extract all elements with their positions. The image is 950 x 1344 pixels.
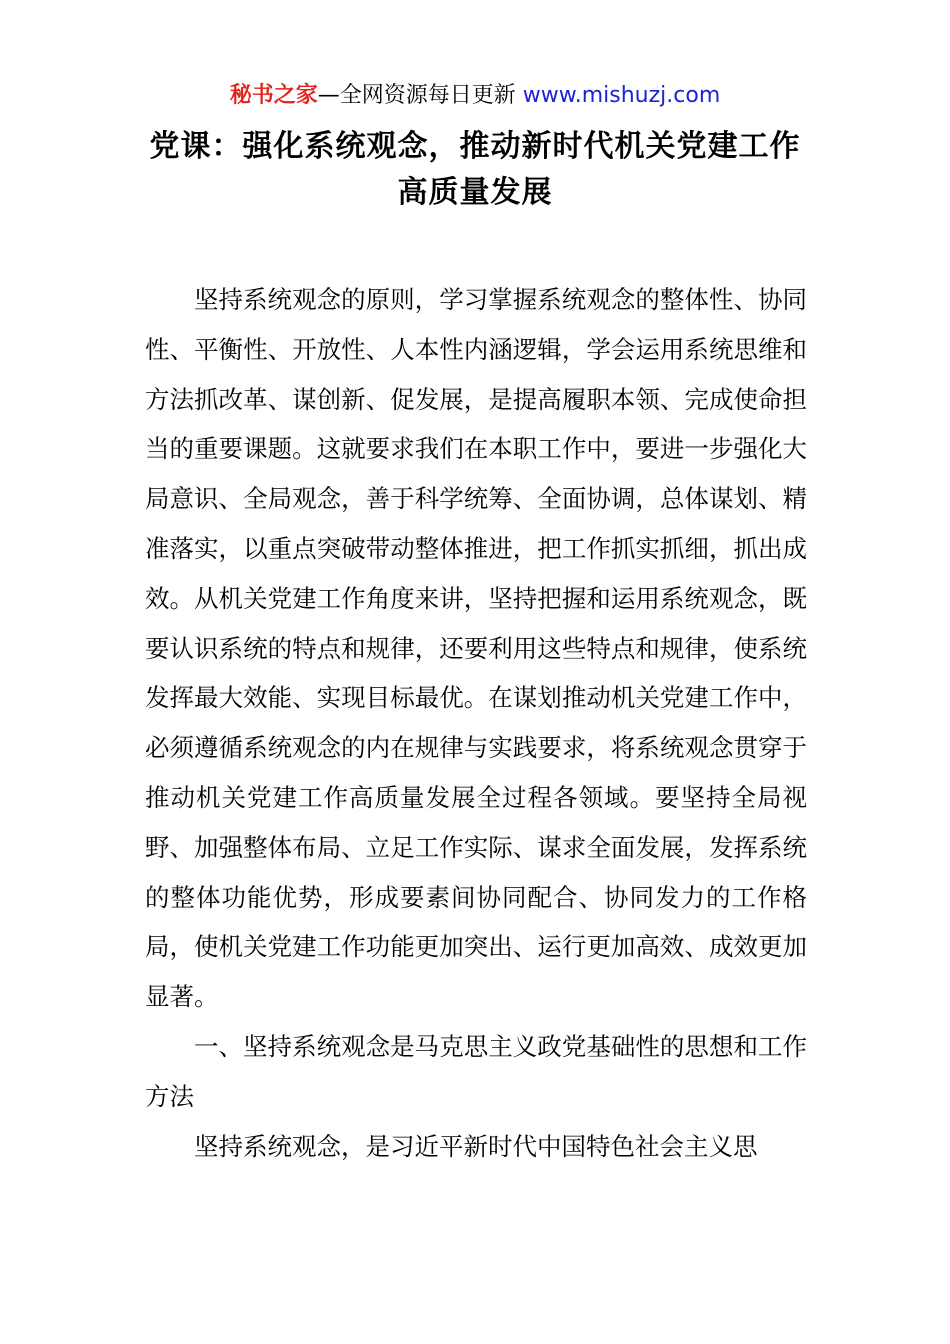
document-title: 党课：强化系统观念，推动新时代机关党建工作高质量发展 — [149, 129, 801, 210]
site-url-link[interactable]: www.mishuzj.com — [522, 83, 721, 108]
site-slogan: —全网资源每日更新 — [317, 83, 523, 108]
body-paragraph: 坚持系统观念，是习近平新时代中国特色社会主义思 — [194, 1131, 758, 1161]
document-body — [145, 275, 807, 1171]
site-name: 秘书之家 — [229, 83, 318, 108]
site-header — [0, 80, 950, 112]
section-heading: 一、坚持系统观念是马克思主义政党基础性的思想和工作方法 — [145, 1031, 807, 1111]
body-paragraph: 坚持系统观念的原则，学习掌握系统观念的整体性、协同性、平衡性、开放性、人本性内涵逻辑，学会运用系统思维和方法抓改革、谋创新、促发展，是提高履职本领、完成使命担当的重要课题。这就要求我们在本职工作中，要进一步强化大局意识、全局观念，善于科学统筹、全面协调，总体谋划、精准落实，以重点突破带动整体推进，把工作抓实抓细，抓出成效。从机关党建工作角度来讲，坚持把握和运用系统观念，既要认识系统的特点和规律，还要利用这些特点和规律，使系统发挥最大效能、实现目标最优。在谋划推动机关党建工作中，必须遵循系统观念的内在规律与实践要求，将系统观念贯穿于推动机关党建工作高质量发展全过程各领域。要坚持全局视野、加强整体布局、立足工作实际、谋求全面发展，发挥系统的整体功能优势，形成要素间协同配合、协同发力的工作格局，使机关党建工作功能更加突出、运行更加高效、成效更加显著。 — [145, 285, 807, 1012]
